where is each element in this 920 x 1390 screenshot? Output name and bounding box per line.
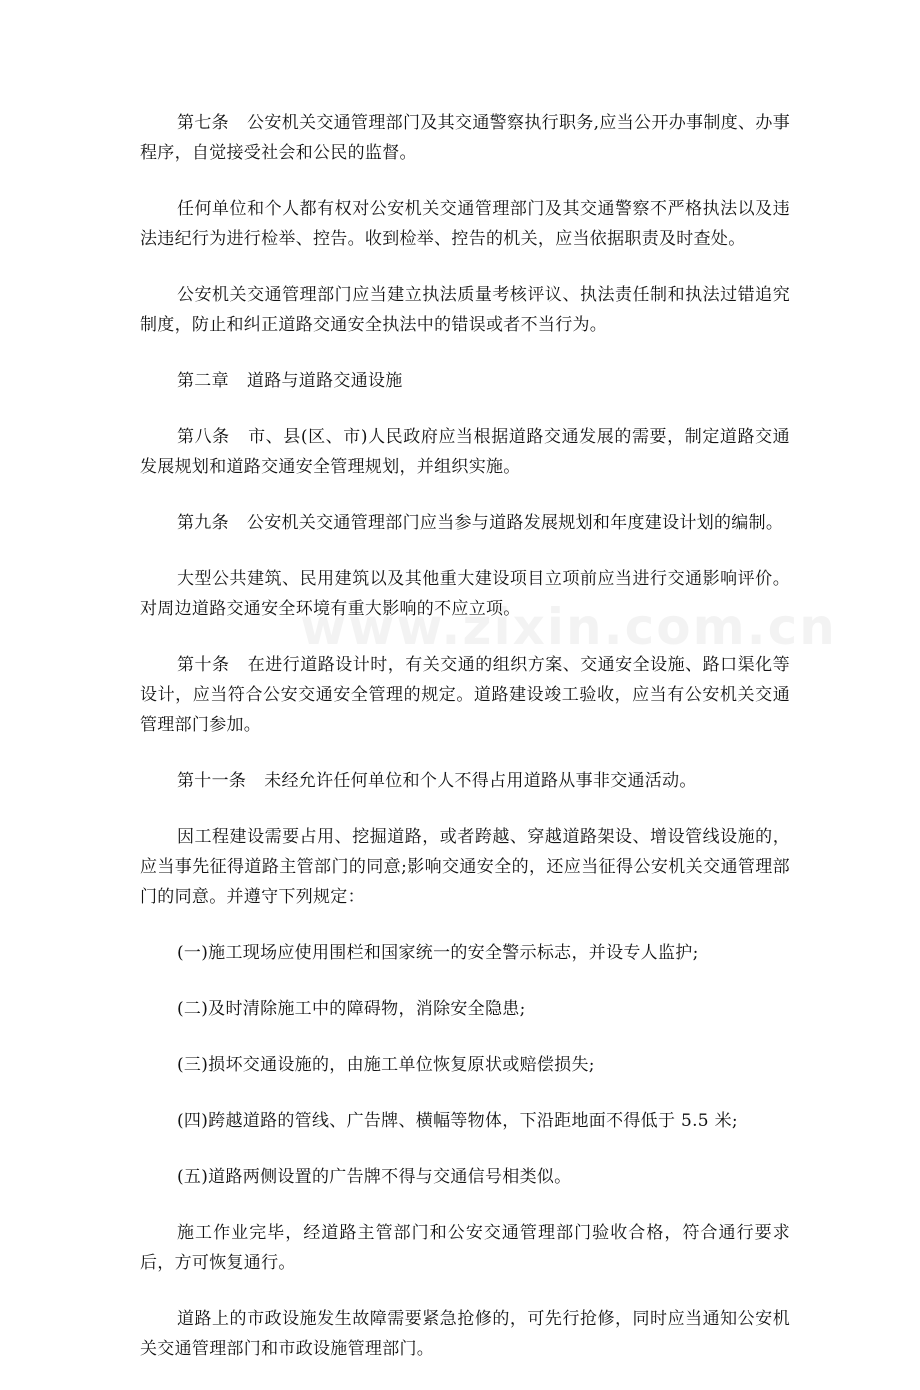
paragraph — [140, 564, 790, 624]
paragraph-text: (三)损坏交通设施的，由施工单位恢复原状或赔偿损失; — [177, 1055, 595, 1075]
article-label: 第十一条 — [177, 771, 247, 791]
paragraph-text: (二)及时清除施工中的障碍物，消除安全隐患; — [177, 999, 526, 1019]
paragraph-article-8 — [140, 422, 790, 482]
document-body — [140, 108, 790, 1390]
paragraph-article-10 — [140, 650, 790, 740]
list-item — [140, 1050, 790, 1080]
paragraph-text: 任何单位和个人都有权对公安机关交通管理部门及其交通警察不严格执法以及违法违纪行为进行检举、控告。收到检举、控告的机关，应当依据职责及时查处。 — [140, 199, 790, 249]
paragraph — [140, 194, 790, 254]
paragraph-article-11 — [140, 766, 790, 796]
list-item — [140, 1162, 790, 1192]
paragraph-text: 施工作业完毕，经道路主管部门和公安交通管理部门验收合格，符合通行要求后，方可恢复通行。 — [140, 1223, 790, 1273]
paragraph-article-9 — [140, 508, 790, 538]
paragraph — [140, 280, 790, 340]
paragraph-article-7 — [140, 108, 790, 168]
list-item — [140, 994, 790, 1024]
chapter-heading — [140, 366, 790, 396]
paragraph-text: 未经允许任何单位和个人不得占用道路从事非交通活动。 — [264, 771, 697, 791]
article-label: 第九条 — [177, 513, 229, 533]
paragraph-text: 市、县(区、市)人民政府应当根据道路交通发展的需要，制定道路交通发展规划和道路交通安全管理规划，并组织实施。 — [140, 427, 790, 477]
chapter-label: 第二章 — [177, 371, 229, 391]
chapter-title: 道路与道路交通设施 — [246, 371, 403, 391]
paragraph-text: 公安机关交通管理部门应当参与道路发展规划和年度建设计划的编制。 — [246, 513, 784, 533]
paragraph-text: 公安机关交通管理部门应当建立执法质量考核评议、执法责任制和执法过错追究制度，防止和纠正道路交通安全执法中的错误或者不当行为。 — [140, 285, 790, 335]
paragraph — [140, 822, 790, 912]
paragraph-text: (一)施工现场应使用围栏和国家统一的安全警示标志，并设专人监护; — [177, 943, 699, 963]
list-item — [140, 1106, 790, 1136]
paragraph-text: 道路上的市政设施发生故障需要紧急抢修的，可先行抢修，同时应当通知公安机关交通管理部门和市政设施管理部门。 — [140, 1309, 790, 1359]
paragraph-text: 大型公共建筑、民用建筑以及其他重大建设项目立项前应当进行交通影响评价。对周边道路交通安全环境有重大影响的不应立项。 — [140, 569, 790, 619]
paragraph-text: 公安机关交通管理部门及其交通警察执行职务,应当公开办事制度、办事程序，自觉接受社会和公民的监督。 — [140, 113, 790, 163]
article-label: 第八条 — [177, 427, 230, 447]
paragraph — [140, 1218, 790, 1278]
paragraph-text: (四)跨越道路的管线、广告牌、横幅等物体，下沿距地面不得低于 5.5 米; — [177, 1111, 738, 1131]
article-label: 第七条 — [177, 113, 229, 133]
paragraph-text: 在进行道路设计时，有关交通的组织方案、交通安全设施、路口渠化等设计，应当符合公安交通安全管理的规定。道路建设竣工验收，应当有公安机关交通管理部门参加。 — [140, 655, 790, 735]
paragraph — [140, 1304, 790, 1364]
list-item — [140, 938, 790, 968]
paragraph-text: 因工程建设需要占用、挖掘道路，或者跨越、穿越道路架设、增设管线设施的，应当事先征得道路主管部门的同意;影响交通安全的，还应当征得公安机关交通管理部门的同意。并遵守下列规定： — [140, 827, 790, 907]
article-label: 第十条 — [177, 655, 230, 675]
paragraph-text: (五)道路两侧设置的广告牌不得与交通信号相类似。 — [177, 1167, 572, 1187]
